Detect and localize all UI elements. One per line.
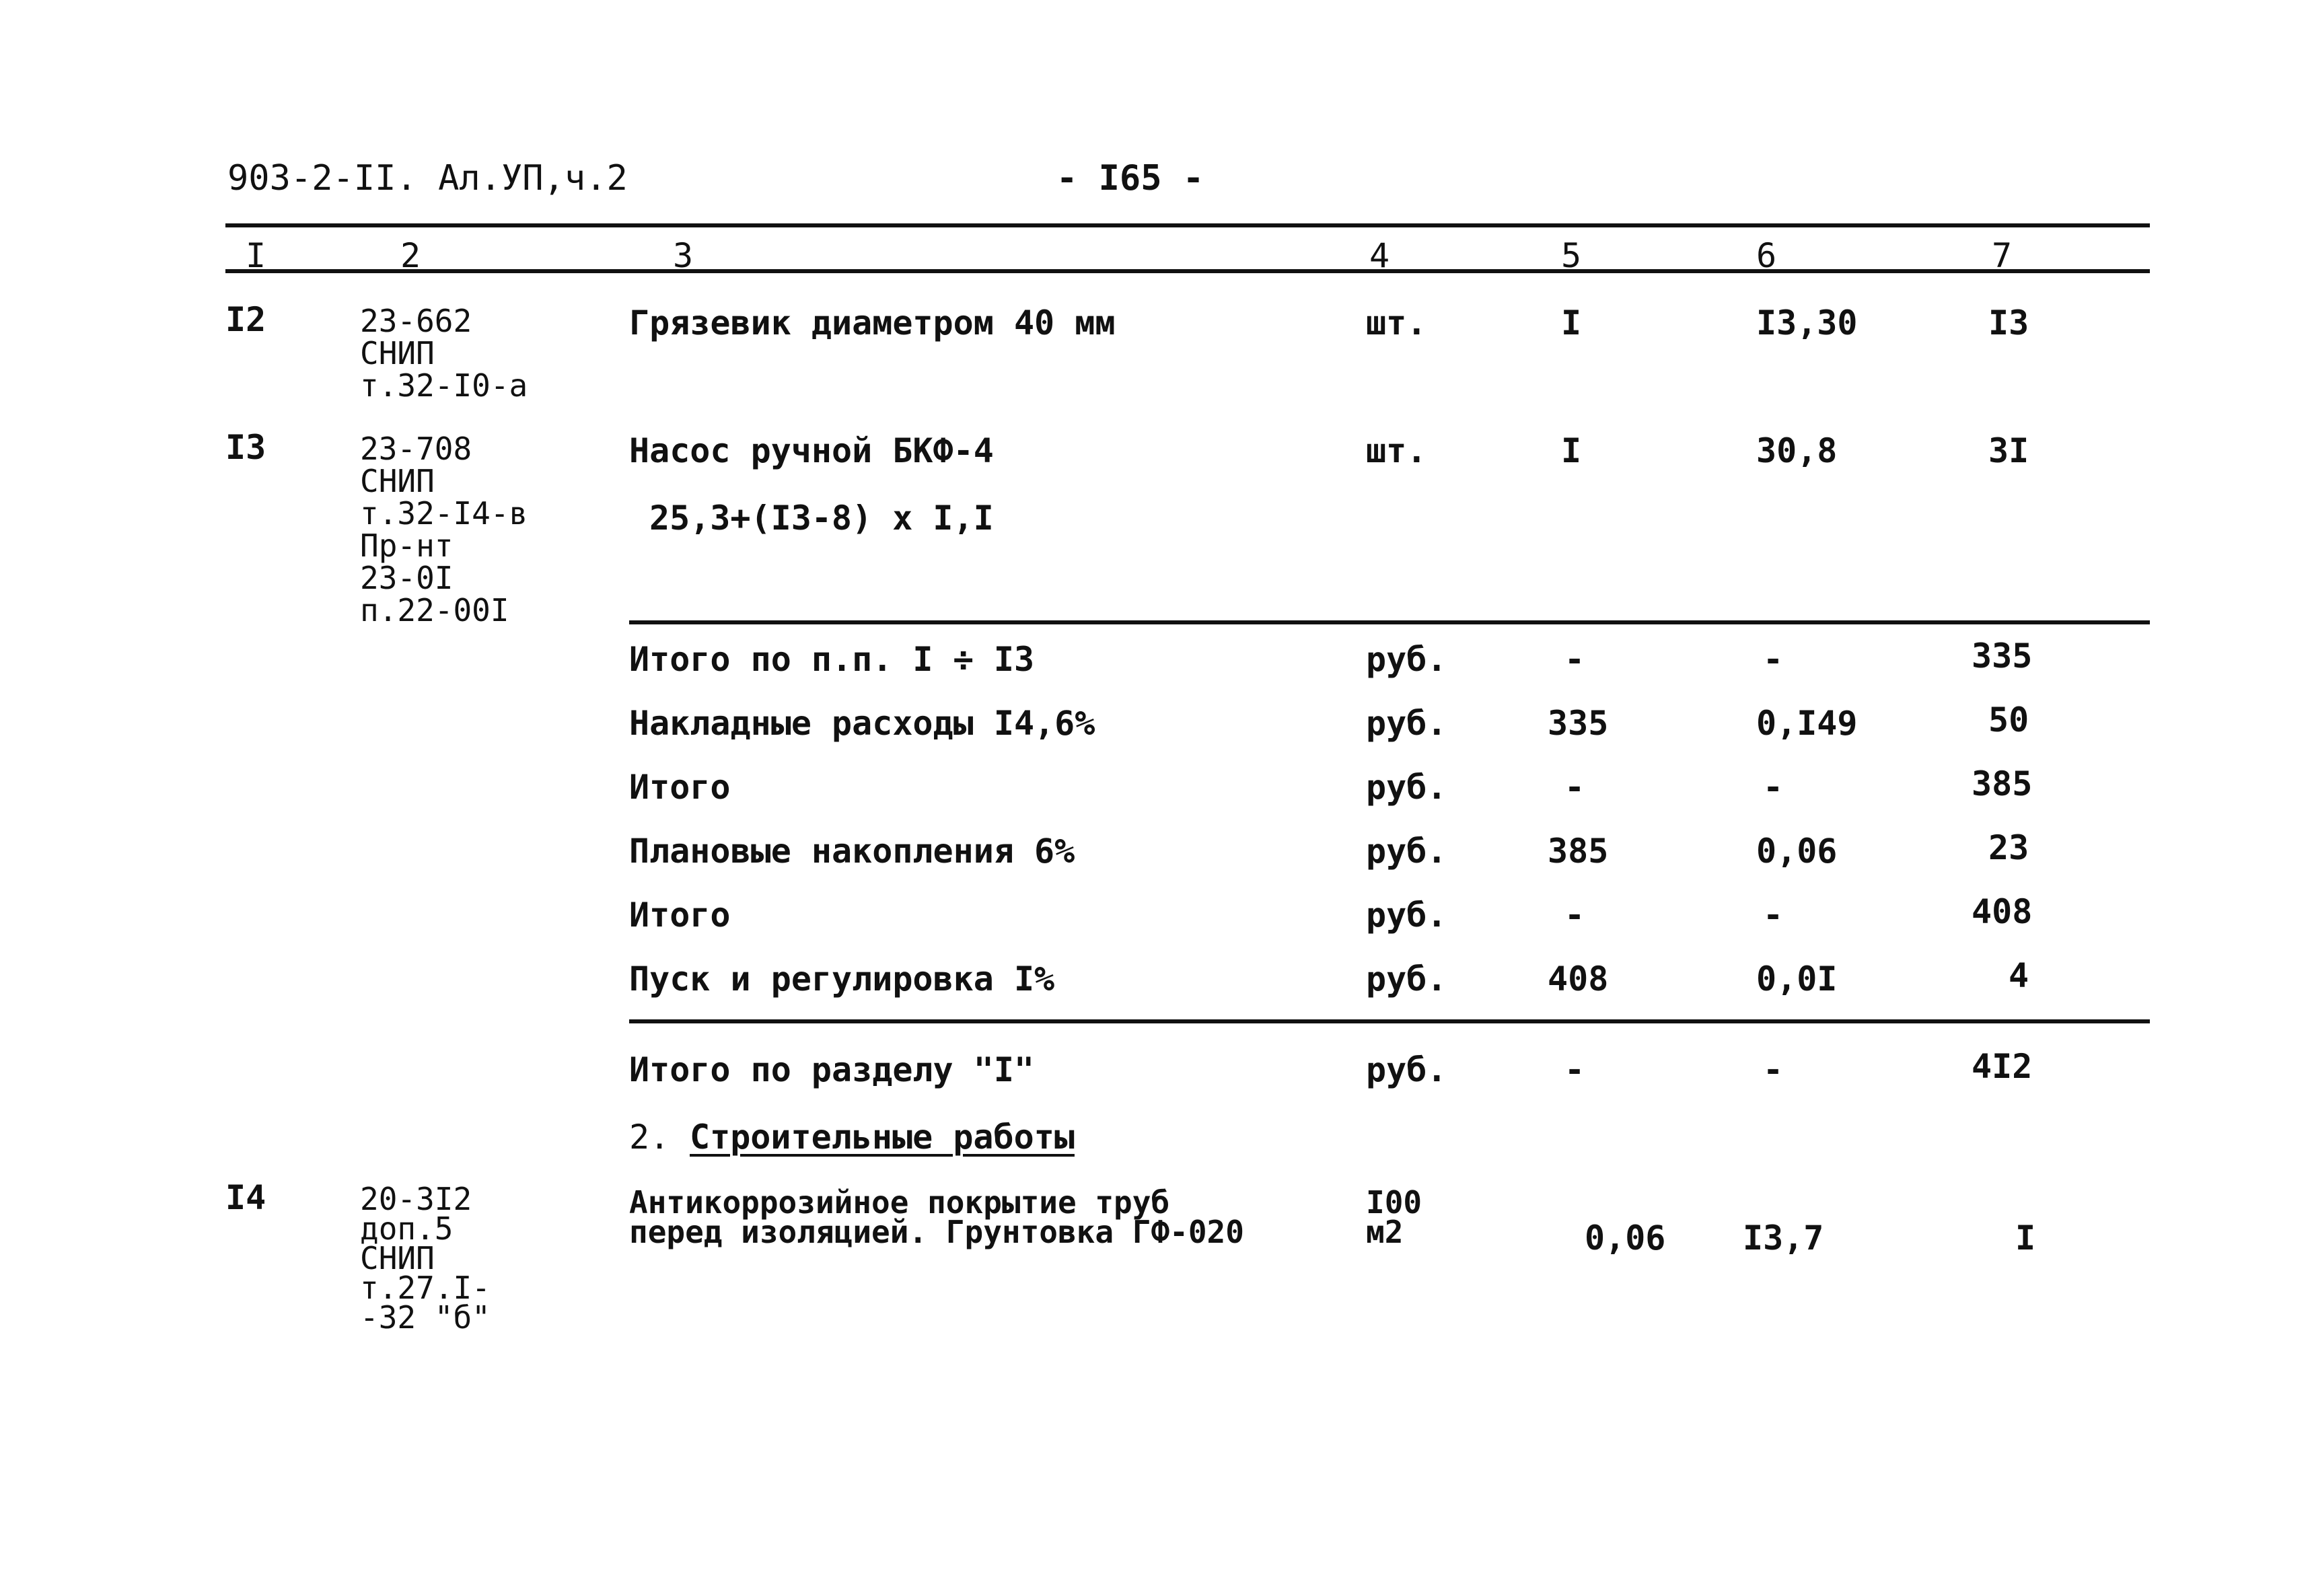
column-header-5: 5 bbox=[1561, 236, 1582, 275]
row-13-description: Насос ручной БКФ-4 bbox=[629, 431, 994, 470]
section-2-number: 2. bbox=[629, 1118, 670, 1157]
column-header-1: I bbox=[246, 236, 266, 275]
row-12-code-1: 23-662 bbox=[360, 303, 472, 339]
section-total-col5: - bbox=[1564, 1050, 1585, 1089]
summary-3-total: 385 bbox=[1972, 764, 2033, 803]
summary-1-label: Итого по п.п. I ÷ I3 bbox=[629, 640, 1035, 679]
row-13-unit: шт. bbox=[1366, 431, 1427, 470]
summary-5-unit: руб. bbox=[1366, 896, 1447, 935]
document-code: 903-2-II. Ал.УП,ч.2 bbox=[227, 158, 628, 198]
row-12-price: I3,30 bbox=[1756, 303, 1858, 342]
summary-top-rule bbox=[629, 620, 2150, 624]
summary-6-unit: руб. bbox=[1366, 959, 1447, 999]
row-13-code-1: 23-708 bbox=[360, 431, 472, 467]
summary-5-col5: - bbox=[1564, 896, 1585, 935]
section-total-rule bbox=[629, 1019, 2150, 1023]
row-13-price: 30,8 bbox=[1756, 431, 1838, 470]
row-13-formula: 25,3+(I3-8) х I,I bbox=[649, 499, 994, 538]
column-header-2: 2 bbox=[400, 236, 421, 275]
summary-5-label: Итого bbox=[629, 896, 731, 935]
summary-5-col6: - bbox=[1763, 896, 1784, 935]
row-12-description: Грязевик диаметром 40 мм bbox=[629, 303, 1116, 342]
row-14-total: I bbox=[2015, 1219, 2036, 1258]
summary-3-col5: - bbox=[1564, 768, 1585, 807]
summary-4-col6: 0,06 bbox=[1756, 832, 1838, 871]
row-14-number: I4 bbox=[225, 1178, 266, 1217]
column-header-7: 7 bbox=[1992, 236, 2013, 275]
row-13-number: I3 bbox=[225, 428, 266, 467]
summary-6-col6: 0,0I bbox=[1756, 959, 1838, 999]
summary-1-unit: руб. bbox=[1366, 640, 1447, 679]
row-13-code-3: т.32-I4-в bbox=[360, 495, 528, 532]
column-header-4: 4 bbox=[1369, 236, 1390, 275]
summary-3-label: Итого bbox=[629, 768, 731, 807]
summary-4-col5: 385 bbox=[1548, 832, 1609, 871]
row-14-code-1: 20-3I2 bbox=[360, 1181, 472, 1217]
row-13-total: 3I bbox=[1988, 431, 2029, 470]
row-14-code-5: -32 "б" bbox=[360, 1299, 491, 1336]
row-12-quantity: I bbox=[1561, 303, 1582, 342]
row-14-description-2: перед изоляцией. Грунтовка ГФ-020 bbox=[629, 1214, 1244, 1250]
row-14-quantity: 0,06 bbox=[1585, 1219, 1666, 1258]
row-13-code-6: п.22-00I bbox=[360, 592, 509, 628]
summary-6-col5: 408 bbox=[1548, 959, 1609, 999]
summary-2-col6: 0,I49 bbox=[1756, 704, 1858, 743]
column-header-rule bbox=[225, 269, 2150, 273]
row-12-number: I2 bbox=[225, 300, 266, 339]
column-header-3: 3 bbox=[673, 236, 694, 275]
summary-3-col6: - bbox=[1763, 768, 1784, 807]
summary-1-col6: - bbox=[1763, 640, 1784, 679]
section-total-col6: - bbox=[1763, 1050, 1784, 1089]
summary-4-label: Плановые накопления 6% bbox=[629, 832, 1075, 871]
column-header-6: 6 bbox=[1756, 236, 1777, 275]
row-14-price: I3,7 bbox=[1743, 1219, 1824, 1258]
row-13-code-2: СНИП bbox=[360, 463, 435, 499]
row-14-description-1: Антикоррозийное покрытие труб bbox=[629, 1184, 1170, 1221]
row-14-code-4: т.27.I- bbox=[360, 1270, 491, 1306]
summary-2-unit: руб. bbox=[1366, 704, 1447, 743]
summary-5-total: 408 bbox=[1972, 892, 2033, 931]
summary-2-col5: 335 bbox=[1548, 704, 1609, 743]
summary-1-total: 335 bbox=[1972, 637, 2033, 676]
section-total-label: Итого по разделу "I" bbox=[629, 1050, 1035, 1089]
section-2-title: Строительные работы bbox=[690, 1118, 1075, 1157]
row-13-quantity: I bbox=[1561, 431, 1582, 470]
summary-6-label: Пуск и регулировка I% bbox=[629, 959, 1055, 999]
row-14-unit-2: м2 bbox=[1366, 1214, 1404, 1250]
summary-4-unit: руб. bbox=[1366, 832, 1447, 871]
row-13-code-4: Пр-нт bbox=[360, 528, 454, 564]
summary-6-total: 4 bbox=[2009, 956, 2029, 995]
section-total-value: 4I2 bbox=[1972, 1047, 2033, 1086]
page-number: - I65 - bbox=[1056, 158, 1204, 198]
row-12-code-2: СНИП bbox=[360, 335, 435, 371]
row-14-code-2: доп.5 bbox=[360, 1210, 454, 1247]
summary-2-total: 50 bbox=[1988, 700, 2029, 739]
section-total-unit: руб. bbox=[1366, 1050, 1447, 1089]
row-12-code-3: т.32-I0-а bbox=[360, 367, 528, 404]
row-14-unit-1: I00 bbox=[1366, 1184, 1422, 1221]
table-top-rule bbox=[225, 223, 2150, 227]
row-12-unit: шт. bbox=[1366, 303, 1427, 342]
row-14-code-3: СНИП bbox=[360, 1240, 435, 1276]
summary-1-col5: - bbox=[1564, 640, 1585, 679]
summary-4-total: 23 bbox=[1988, 828, 2029, 867]
row-12-total: I3 bbox=[1988, 303, 2029, 342]
summary-2-label: Накладные расходы I4,6% bbox=[629, 704, 1095, 743]
row-13-code-5: 23-0I bbox=[360, 560, 454, 596]
summary-3-unit: руб. bbox=[1366, 768, 1447, 807]
